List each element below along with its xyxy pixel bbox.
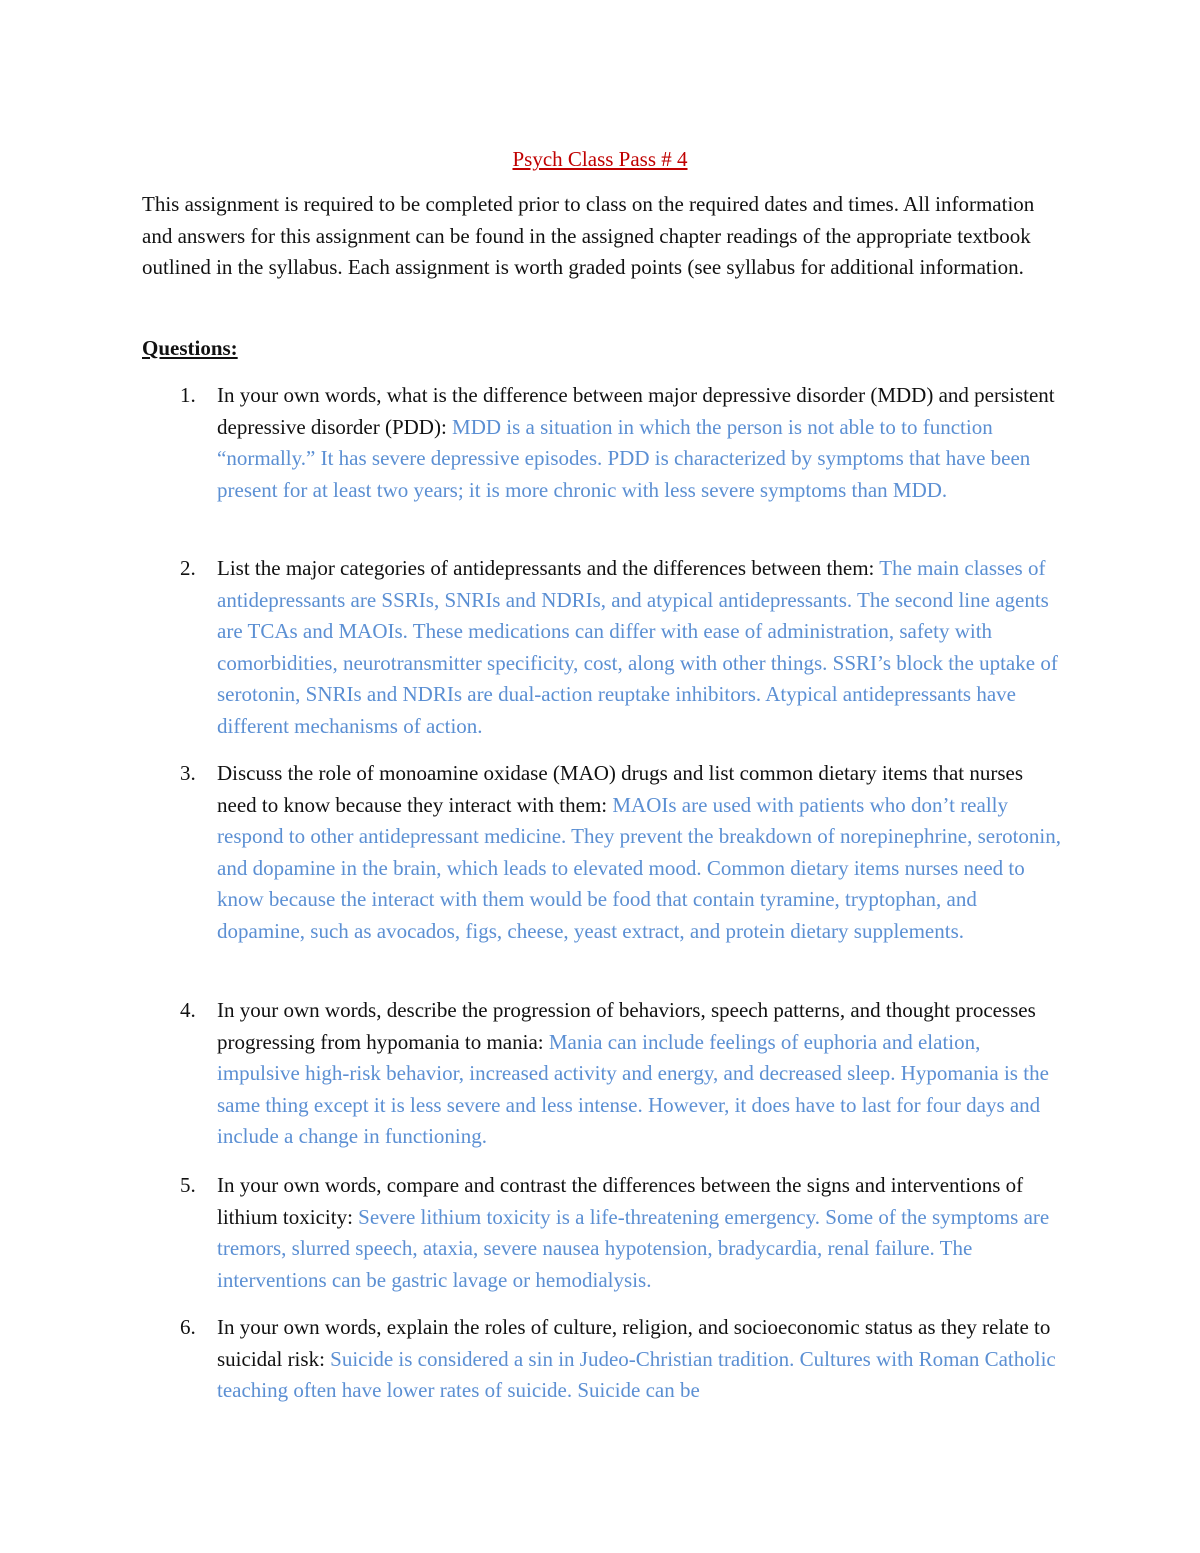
question-number: 6. <box>180 1315 196 1339</box>
question-answer: Suicide is considered a sin in Judeo-Christian tradition. Cultures with Roman Catholic teaching often have lower rates of suicide. Suicide can be <box>217 1346 1056 1403</box>
intro-paragraph: This assignment is required to be completed prior to class on the required dates and times. All information and answers for this assignment can be found in the assigned chapter readings of the appropriate textbook outlined in the syllabus. Each assignment is worth graded points (see syllabus for additional information. <box>142 192 1035 279</box>
question-answer: Severe lithium toxicity is a life-threatening emergency. Some of the symptoms are tremors, slurred speech, ataxia, severe nausea hypotension, bradycardia, renal failure. The interventions can be gastric lavage or hemodialysis. <box>217 1204 1050 1292</box>
question-prompt: In your own words, what is the difference between major depressive disorder (MDD) and persistent depressive disorder (PDD): <box>217 383 1055 439</box>
question-body <box>217 553 1062 743</box>
question-number: 5. <box>180 1173 196 1197</box>
question-prompt: Discuss the role of monoamine oxidase (MAO) drugs and list common dietary items that nurses need to know because they interact with them: <box>217 761 1024 817</box>
question-number: 3. <box>180 761 196 785</box>
question-body <box>217 1312 1062 1407</box>
question-body <box>217 995 1062 1153</box>
question-body <box>217 758 1062 948</box>
question-prompt: In your own words, describe the progression of behaviors, speech patterns, and thought processes progressing from hypomania to mania: <box>217 998 1036 1054</box>
question-prompt: In your own words, compare and contrast the differences between the signs and interventions of lithium toxicity: <box>217 1173 1024 1229</box>
question-number: 2. <box>180 556 196 580</box>
question-number: 4. <box>180 998 196 1022</box>
question-prompt: List the major categories of antidepressants and the differences between them: <box>217 556 880 580</box>
question-answer: MAOIs are used with patients who don’t really respond to other antidepressant medicine. They prevent the breakdown of norepinephrine, serotonin, and dopamine in the brain, which leads to elevated mood. Common dietary items nurses need to know because the interact with them would be food that contain tyramine, tryptophan, and dopamine, such as avocados, figs, cheese, yeast extract, and protein dietary supplements. <box>217 792 1062 943</box>
document-title: Psych Class Pass # 4 <box>512 147 688 171</box>
question-prompt: In your own words, explain the roles of culture, religion, and socioeconomic status as they relate to suicidal risk: <box>217 1315 1051 1371</box>
question-answer: The main classes of antidepressants are SSRIs, SNRIs and NDRIs, and atypical antidepressants. The second line agents are TCAs and MAOIs. These medications can differ with ease of administration, safety with comorbidities, neurotransmitter specificity, cost, along with other things. SSRI’s block the uptake of serotonin, SNRIs and NDRIs are dual-action reuptake inhibitors. Atypical antidepressants have different mechanisms of action. <box>217 556 1058 738</box>
question-body <box>217 1170 1062 1296</box>
question-answer: MDD is a situation in which the person is not able to to function “normally.” It has severe depressive episodes. PDD is characterized by symptoms that have been present for at least two years; it is more chronic with less severe symptoms than MDD. <box>217 414 1031 502</box>
questions-heading: Questions: <box>142 336 238 360</box>
question-number: 1. <box>180 383 196 407</box>
question-body <box>217 380 1062 506</box>
question-answer: Mania can include feelings of euphoria and elation, impulsive high-risk behavior, increased activity and energy, and decreased sleep. Hypomania is the same thing except it is less severe and less intense. However, it does have to last for four days and include a change in functioning. <box>217 1029 1049 1149</box>
